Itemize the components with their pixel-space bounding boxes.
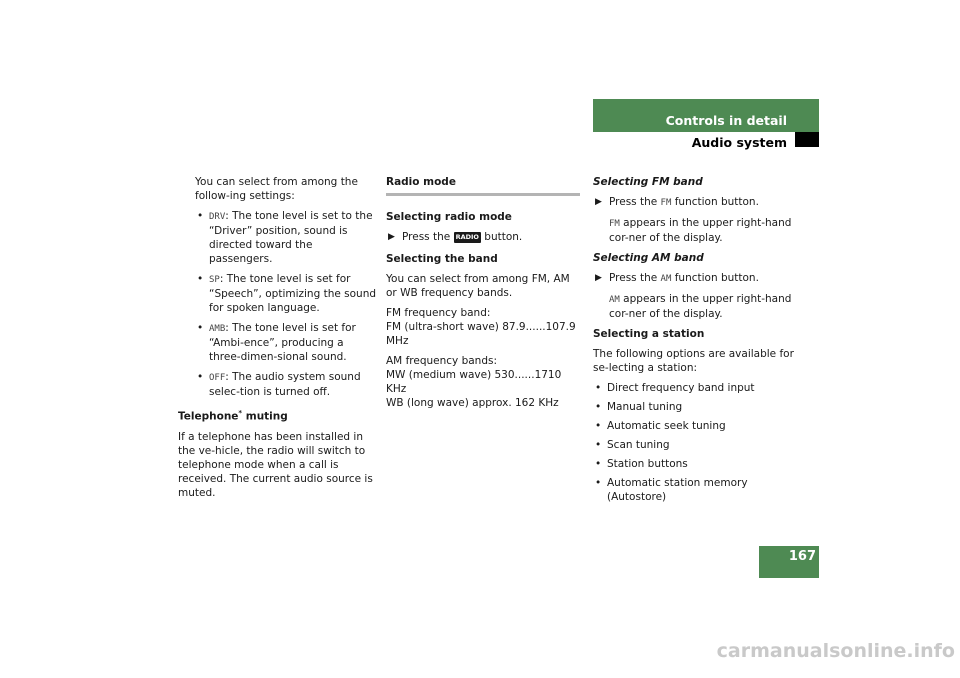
column-right xyxy=(593,175,808,504)
telephone-text: If a telephone has been installed in the ve-hicle, the radio will switch to telephone mode when a call is received. The current audio source is muted. xyxy=(178,430,373,499)
list-item: • Automatic station memory (Autostore) xyxy=(595,477,748,503)
band-heading: Selecting the band xyxy=(386,253,498,265)
fm-value: FM (ultra-short wave) 87.9......107.9 MHz xyxy=(386,321,576,347)
step-item: ▶ Press the RADIO button. xyxy=(388,231,523,243)
station-heading: Selecting a station xyxy=(593,328,705,340)
step-result: AM appears in the upper right-hand cor-ner of the display. xyxy=(609,293,792,320)
fm-band-heading: Selecting FM band xyxy=(593,176,703,188)
list-item: • SP: The tone level is set for “Speech”, optimizing the sound for spoken language. xyxy=(197,273,377,314)
mw-value: MW (medium wave) 530......1710 KHz xyxy=(386,369,562,395)
column-left xyxy=(178,175,378,500)
column-middle xyxy=(386,175,580,410)
selecting-radio-heading: Selecting radio mode xyxy=(386,211,512,223)
arrow-icon: ▶ xyxy=(595,197,602,207)
list-item: • Manual tuning xyxy=(595,401,683,413)
list-item: • Direct frequency band input xyxy=(595,382,755,394)
radio-mode-title: Radio mode xyxy=(386,176,456,188)
step-item: ▶ Press the AM function button. xyxy=(595,272,759,284)
list-item: • DRV: The tone level is set to the “Driver” position, sound is directed toward the passengers. xyxy=(197,210,373,265)
watermark: carmanualsonline.info xyxy=(716,640,955,662)
list-item: • AMB: The tone level is set for “Ambi-ence”, producing a three-dimen-sional sound. xyxy=(197,322,356,363)
telephone-heading: Telephone* muting xyxy=(178,409,288,423)
arrow-icon: ▶ xyxy=(595,273,602,283)
am-label: AM frequency bands: xyxy=(386,355,498,367)
section-subtitle: Audio system xyxy=(691,135,787,150)
radio-key-icon: RADIO xyxy=(455,233,479,241)
page-number: 167 xyxy=(788,549,816,564)
settings-intro: You can select from among the follow-ing settings: xyxy=(195,176,358,202)
list-item: • OFF: The audio system sound selec-tion is turned off. xyxy=(197,371,361,398)
station-intro: The following options are available for se-lecting a station: xyxy=(593,348,794,374)
am-band-heading: Selecting AM band xyxy=(593,252,704,264)
list-item: • Automatic seek tuning xyxy=(595,420,726,432)
list-item: • Station buttons xyxy=(595,458,688,470)
step-result: FM appears in the upper right-hand cor-ner of the display. xyxy=(609,217,792,244)
fm-label: FM frequency band: xyxy=(386,307,491,319)
step-item: ▶ Press the FM function button. xyxy=(595,196,759,208)
arrow-icon: ▶ xyxy=(388,232,395,242)
section-title: Controls in detail xyxy=(665,113,787,128)
list-item: • Scan tuning xyxy=(595,439,670,451)
wb-value: WB (long wave) approx. 162 KHz xyxy=(386,397,559,409)
band-text: You can select from among FM, AM or WB frequency bands. xyxy=(386,273,570,299)
header-tab-marker xyxy=(795,132,819,147)
